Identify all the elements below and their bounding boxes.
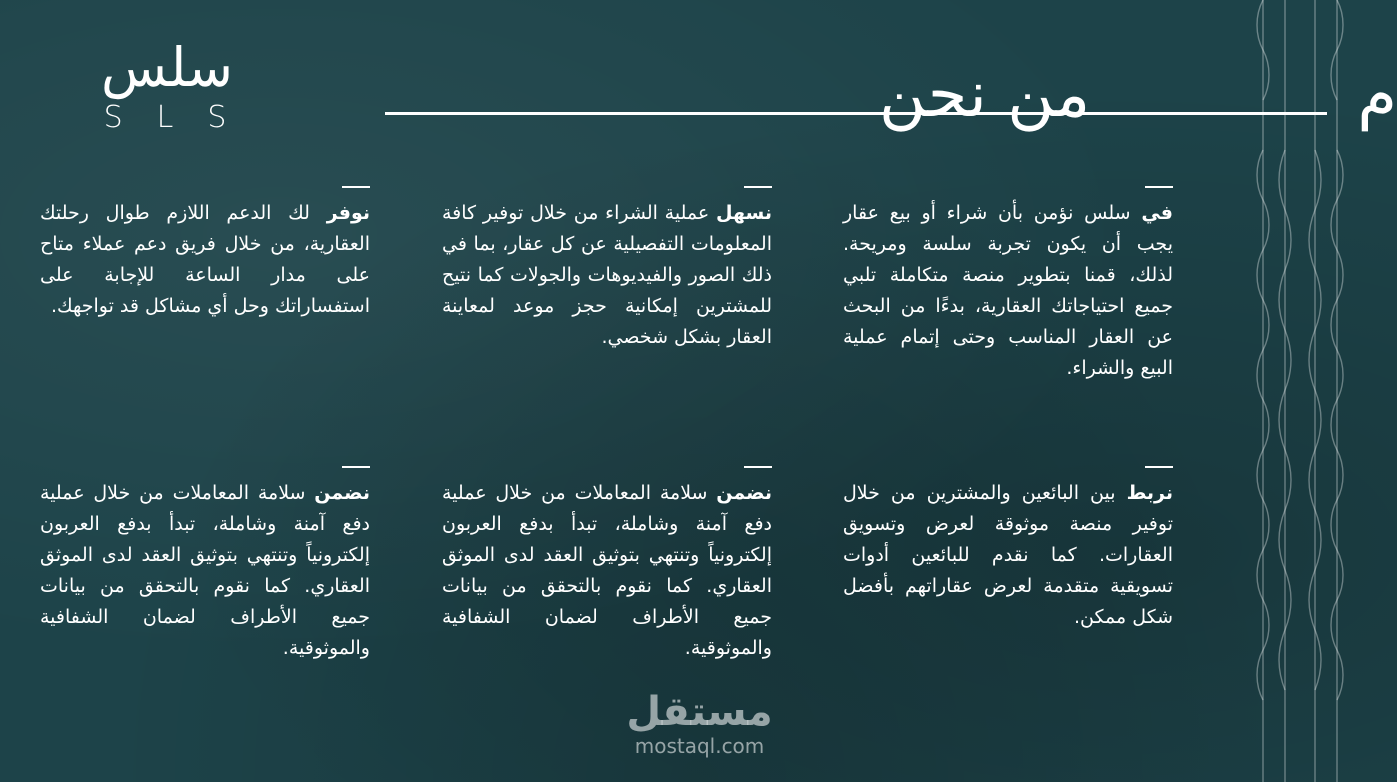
about-block-4 [843,466,1173,633]
logo-latin: SLS [103,100,261,135]
block-lead: نضمن [314,482,370,504]
block-body: عملية الشراء من خلال توفير كافة المعلومات التفصيلية عن كل عقار، بما في ذلك الصور والفيديوهات والجولات كما نتيح للمشترين إمكانية حجز موعد لمعاينة العقار بشكل شخصي. [442,202,772,348]
block-body: سلامة المعاملات من خلال عملية دفع آمنة وشاملة، تبدأ بدفع العربون إلكترونياً وتنتهي بتوثيق العقد لدى الموثق العقاري. كما نقوم بالتحقق من بيانات جميع الأطراف لضمان الشفافية والموثوقية. [40,482,370,659]
block-dash [1145,466,1173,468]
block-body: لك الدعم اللازم طوال رحلتك العقارية، من خلال فريق دعم عملاء متاح على مدار الساعة للإجابة على استفساراتك وحل أي مشاكل قد تواجهك. [40,202,370,317]
title-rule [385,112,1327,115]
block-dash [342,466,370,468]
block-lead: نسهل [716,202,772,224]
section-header [385,50,1397,140]
block-lead: نوفر [326,202,370,224]
block-dash [744,466,772,468]
brand-logo [62,36,272,140]
decorative-pattern [1255,0,1345,782]
block-body: بين البائعين والمشترين من خلال توفير منصة موثوقة لعرض وتسويق العقارات. كما نقدم للبائعين أدوات تسويقية متقدمة لعرض عقاراتهم بأفضل شكل ممكن. [843,482,1173,628]
about-block-6 [40,466,370,664]
about-block-3 [40,186,370,322]
about-block-2 [442,186,772,353]
block-body: سلامة المعاملات من خلال عملية دفع آمنة وشاملة، تبدأ بدفع العربون إلكترونياً وتنتهي بتوثيق العقد لدى الموثق العقاري. كما نقوم بالتحقق من بيانات جميع الأطراف لضمان الشفافية والموثوقية. [442,482,772,659]
watermark-arabic: مستقل [626,689,773,735]
about-block-1 [843,186,1173,384]
block-dash [744,186,772,188]
block-body: سلس نؤمن بأن شراء أو بيع عقار يجب أن يكون تجربة سلسة ومريحة. لذلك، قمنا بتطوير منصة متكاملة تلبي جميع احتياجاتك العقارية، بدءًا من البحث عن العقار المناسب وحتى إتمام عملية البيع والشراء. [843,202,1173,379]
site-watermark [612,690,787,758]
watermark-latin: mostaql.com [634,734,765,758]
block-lead: نربط [1126,482,1173,504]
page-title: من نحن [879,58,1091,132]
block-dash [342,186,370,188]
block-lead: نضمن [716,482,772,504]
block-lead: في [1141,202,1173,224]
block-dash [1145,186,1173,188]
about-block-5 [442,466,772,664]
logo-arabic: سلس [101,36,233,99]
title-tail: م [1357,58,1397,132]
